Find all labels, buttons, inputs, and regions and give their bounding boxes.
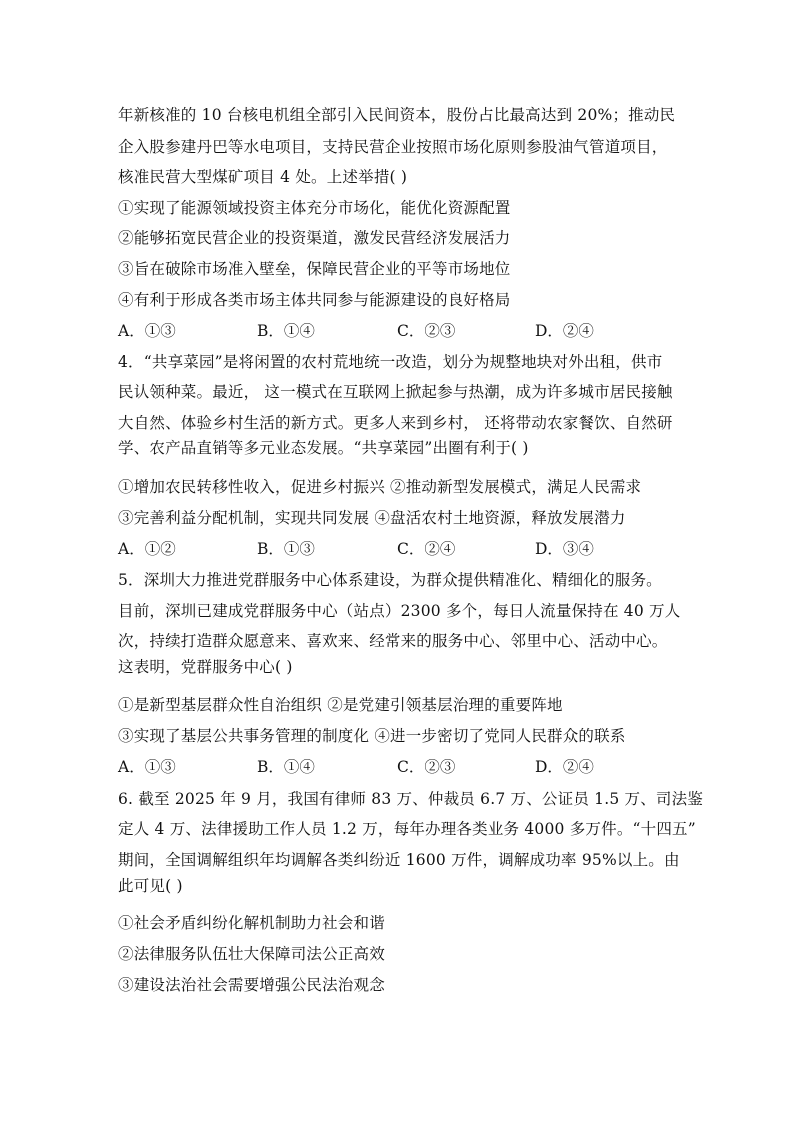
q6-item: ①社会矛盾纠纷化解机制助力社会和谐 bbox=[118, 914, 385, 932]
q3-stem-line: 年新核准的 10 台核电机组全部引入民间资本，股份占比最高达到 20%；推动民 bbox=[118, 106, 676, 124]
q5-stem-line: 5．深圳大力推进党群服务中心体系建设，为群众提供精准化、精细化的服务。 bbox=[118, 571, 662, 589]
option-b: B．①④ bbox=[257, 322, 315, 340]
q3-stem-line: 企入股参建丹巴等水电项目，支持民营企业按照市场化原则参股油气管道项目， bbox=[118, 138, 668, 156]
option-a: A．①③ bbox=[118, 322, 176, 340]
option-a: A．①③ bbox=[118, 758, 176, 776]
option-d: D．②④ bbox=[535, 322, 594, 340]
q4-stem-line: 民认领种菜。最近， 这一模式在互联网上掀起参与热潮，成为许多城市居民接触 bbox=[118, 383, 673, 401]
q3-item: ③旨在破除市场准入壁垒，保障民营企业的平等市场地位 bbox=[118, 260, 511, 278]
q3-stem-line: 核准民营大型煤矿项目 4 处。上述举措( ) bbox=[118, 168, 408, 186]
option-b: B．①④ bbox=[257, 758, 315, 776]
q6-item: ②法律服务队伍壮大保障司法公正高效 bbox=[118, 945, 385, 963]
q5-stem-line: 次，持续打造群众愿意来、喜欢来、经常来的服务中心、邻里中心、活动中心。 bbox=[118, 632, 668, 650]
option-d: D．②④ bbox=[535, 758, 594, 776]
q4-stem-line: 4．“共享菜园”是将闲置的农村荒地统一改造，划分为规整地块对外出租，供市 bbox=[118, 353, 663, 371]
q5-stem-line: 这表明，党群服务中心( ) bbox=[118, 658, 293, 676]
q6-stem-line: 定人 4 万、法律援助工作人员 1.2 万，每年办理各类业务 4000 多万件。“十四五” bbox=[118, 820, 696, 838]
q4-stem-line: 大自然、体验乡村生活的新方式。更多人来到乡村， 还将带动农家餐饮、自然研 bbox=[118, 414, 673, 432]
option-a: A．①② bbox=[118, 540, 176, 558]
option-d: D．③④ bbox=[535, 540, 594, 558]
q5-item: ①是新型基层群众性自治组织 ②是党建引领基层治理的重要阵地 bbox=[118, 696, 563, 714]
q4-stem-line: 学、农产品直销等多元业态发展。“共享菜园”出圈有利于( ) bbox=[118, 439, 529, 457]
option-c: C．②③ bbox=[397, 758, 456, 776]
q4-item: ③完善利益分配机制，实现共同发展 ④盘活农村土地资源，释放发展潜力 bbox=[118, 509, 626, 527]
option-b: B．①③ bbox=[257, 540, 315, 558]
q6-stem-line: 6. 截至 2025 年 9 月，我国有律师 83 万、仲裁员 6.7 万、公证员 1.5 万、司法鉴 bbox=[118, 790, 704, 808]
q4-item: ①增加农民转移性收入，促进乡村振兴 ②推动新型发展模式，满足人民需求 bbox=[118, 478, 642, 496]
q6-item: ③建设法治社会需要增强公民法治观念 bbox=[118, 976, 385, 994]
option-c: C．②④ bbox=[397, 540, 456, 558]
q6-stem-line: 此可见( ) bbox=[118, 877, 183, 895]
q5-item: ③实现了基层公共事务管理的制度化 ④进一步密切了党同人民群众的联系 bbox=[118, 727, 626, 745]
q3-item: ②能够拓宽民营企业的投资渠道，激发民营经济发展活力 bbox=[118, 229, 511, 247]
q6-stem-line: 期间，全国调解组织年均调解各类纠纷近 1600 万件，调解成功率 95%以上。由 bbox=[118, 851, 680, 869]
q3-item: ④有利于形成各类市场主体共同参与能源建设的良好格局 bbox=[118, 291, 511, 309]
q3-item: ①实现了能源领域投资主体充分市场化，能优化资源配置 bbox=[118, 199, 511, 217]
option-c: C．②③ bbox=[397, 322, 456, 340]
q5-stem-line: 目前，深圳已建成党群服务中心（站点）2300 多个，每日人流量保持在 40 万人 bbox=[118, 602, 681, 620]
